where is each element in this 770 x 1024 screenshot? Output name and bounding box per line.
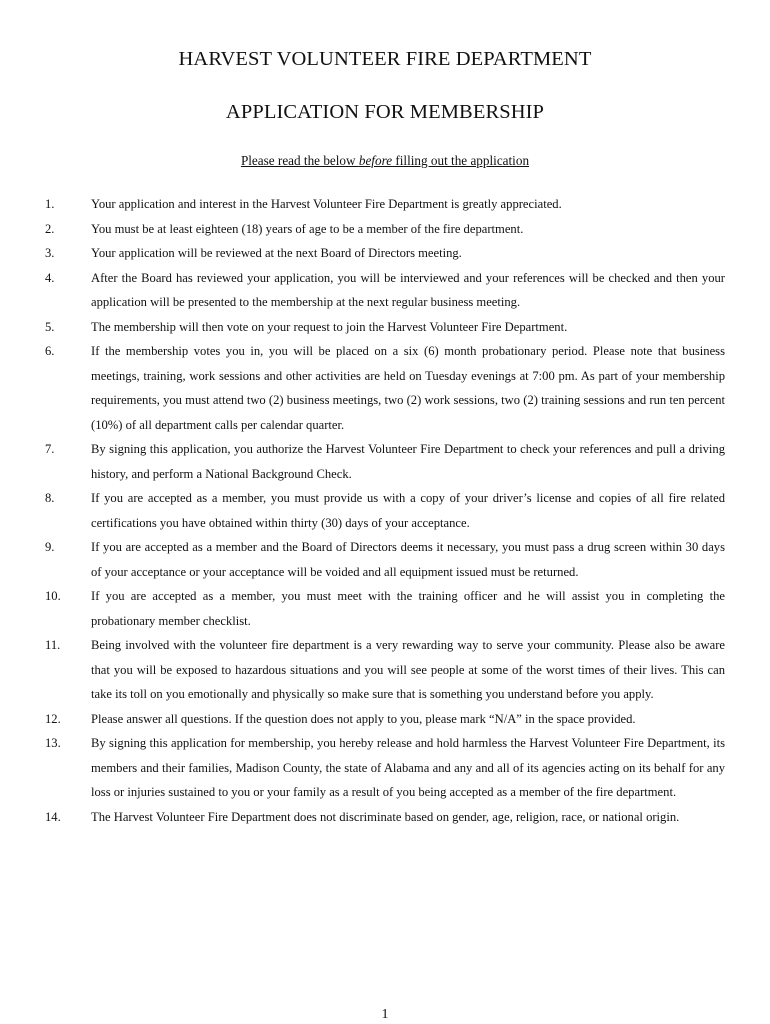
- list-item: [0, 266, 725, 315]
- list-item: [0, 731, 725, 805]
- item-number: 9.: [45, 540, 55, 554]
- item-text: After the Board has reviewed your application, you will be interviewed and your references will be checked and then your application will be presented to the membership at the next regular business meeting.: [91, 270, 725, 309]
- item-number: 5.: [45, 319, 55, 334]
- list-item: [0, 241, 725, 266]
- item-text: Being involved with the volunteer fire department is a very rewarding way to serve your community. Please also be aware that you will be exposed to hazardous situations and you will see people at some of the worst times of their lives. This can take its toll on you emotionally and physically so make sure that is something you understand before you apply.: [91, 638, 725, 701]
- item-number: 11.: [45, 638, 61, 652]
- item-number: 10.: [45, 589, 61, 603]
- item-text: By signing this application, you authorize the Harvest Volunteer Fire Department to check your references and pull a driving history, and perform a National Background Check.: [91, 442, 725, 481]
- item-text: Please answer all questions. If the question does not apply to you, please mark “N/A” in the space provided.: [91, 711, 636, 726]
- item-text: By signing this application for membership, you hereby release and hold harmless the Harvest Volunteer Fire Department, its members and their families, Madison County, the state of Alabama and any and all of its agencies acting on its behalf for any loss or injuries sustained to you or your family as a result of you being accepted as a member of the fire department.: [91, 736, 725, 799]
- list-item: [0, 805, 725, 830]
- read-before-notice: [0, 153, 770, 169]
- item-number: 12.: [45, 711, 61, 726]
- list-item: [0, 315, 725, 340]
- page-number: 1: [381, 1007, 389, 1022]
- item-number: 2.: [45, 221, 55, 236]
- list-item: [0, 707, 725, 732]
- notice-text-after: filling out the application: [392, 153, 530, 168]
- item-number: 14.: [45, 809, 61, 824]
- instructions-list: [0, 192, 725, 829]
- item-number: 4.: [45, 270, 55, 285]
- item-text: If the membership votes you in, you will be placed on a six (6) month probationary period. Please note that business meetings, training, work sessions and other activities are held on Tuesday evenings at 7:00 pm. As part of your membership requirements, you must attend two (2) business meetings, two (2) work sessions, two (2) training sessions and run ten percent (10%) of all department calls per calendar quarter.: [91, 344, 725, 432]
- item-text: Your application will be reviewed at the next Board of Directors meeting.: [91, 246, 462, 260]
- item-text: You must be at least eighteen (18) years of age to be a member of the fire department.: [91, 221, 524, 236]
- list-item: [0, 192, 725, 217]
- item-text: The membership will then vote on your request to join the Harvest Volunteer Fire Department.: [91, 319, 568, 334]
- item-number: 6.: [45, 344, 55, 358]
- item-number: 3.: [45, 246, 55, 260]
- item-text: Your application and interest in the Harvest Volunteer Fire Department is greatly appreciated.: [91, 197, 562, 211]
- list-item: [0, 217, 725, 242]
- document-title: HARVEST VOLUNTEER FIRE DEPARTMENT: [178, 48, 592, 70]
- item-number: 7.: [45, 442, 55, 456]
- list-item: [0, 633, 725, 707]
- item-text: The Harvest Volunteer Fire Department does not discriminate based on gender, age, religion, race, or national origin.: [91, 809, 680, 824]
- notice-text-before: Please read the below: [240, 153, 359, 168]
- item-number: 8.: [45, 491, 55, 505]
- list-item: [0, 339, 725, 437]
- notice-emphasis: before: [358, 153, 393, 168]
- item-text: If you are accepted as a member, you must provide us with a copy of your driver’s license and copies of all fire related certifications you have obtained within thirty (30) days of your acceptance.: [91, 491, 725, 530]
- item-text: If you are accepted as a member and the Board of Directors deems it necessary, you must pass a drug screen within 30 days of your acceptance or your acceptance will be voided and all equipment issued must be returned.: [91, 540, 725, 579]
- list-item: [0, 584, 725, 633]
- list-item: [0, 535, 725, 584]
- item-text: If you are accepted as a member, you must meet with the training officer and he will assist you in completing the probationary member checklist.: [91, 589, 725, 628]
- list-item: [0, 486, 725, 535]
- item-number: 1.: [45, 197, 55, 211]
- list-item: [0, 437, 725, 486]
- item-number: 13.: [45, 736, 61, 750]
- document-subtitle: APPLICATION FOR MEMBERSHIP: [225, 101, 545, 123]
